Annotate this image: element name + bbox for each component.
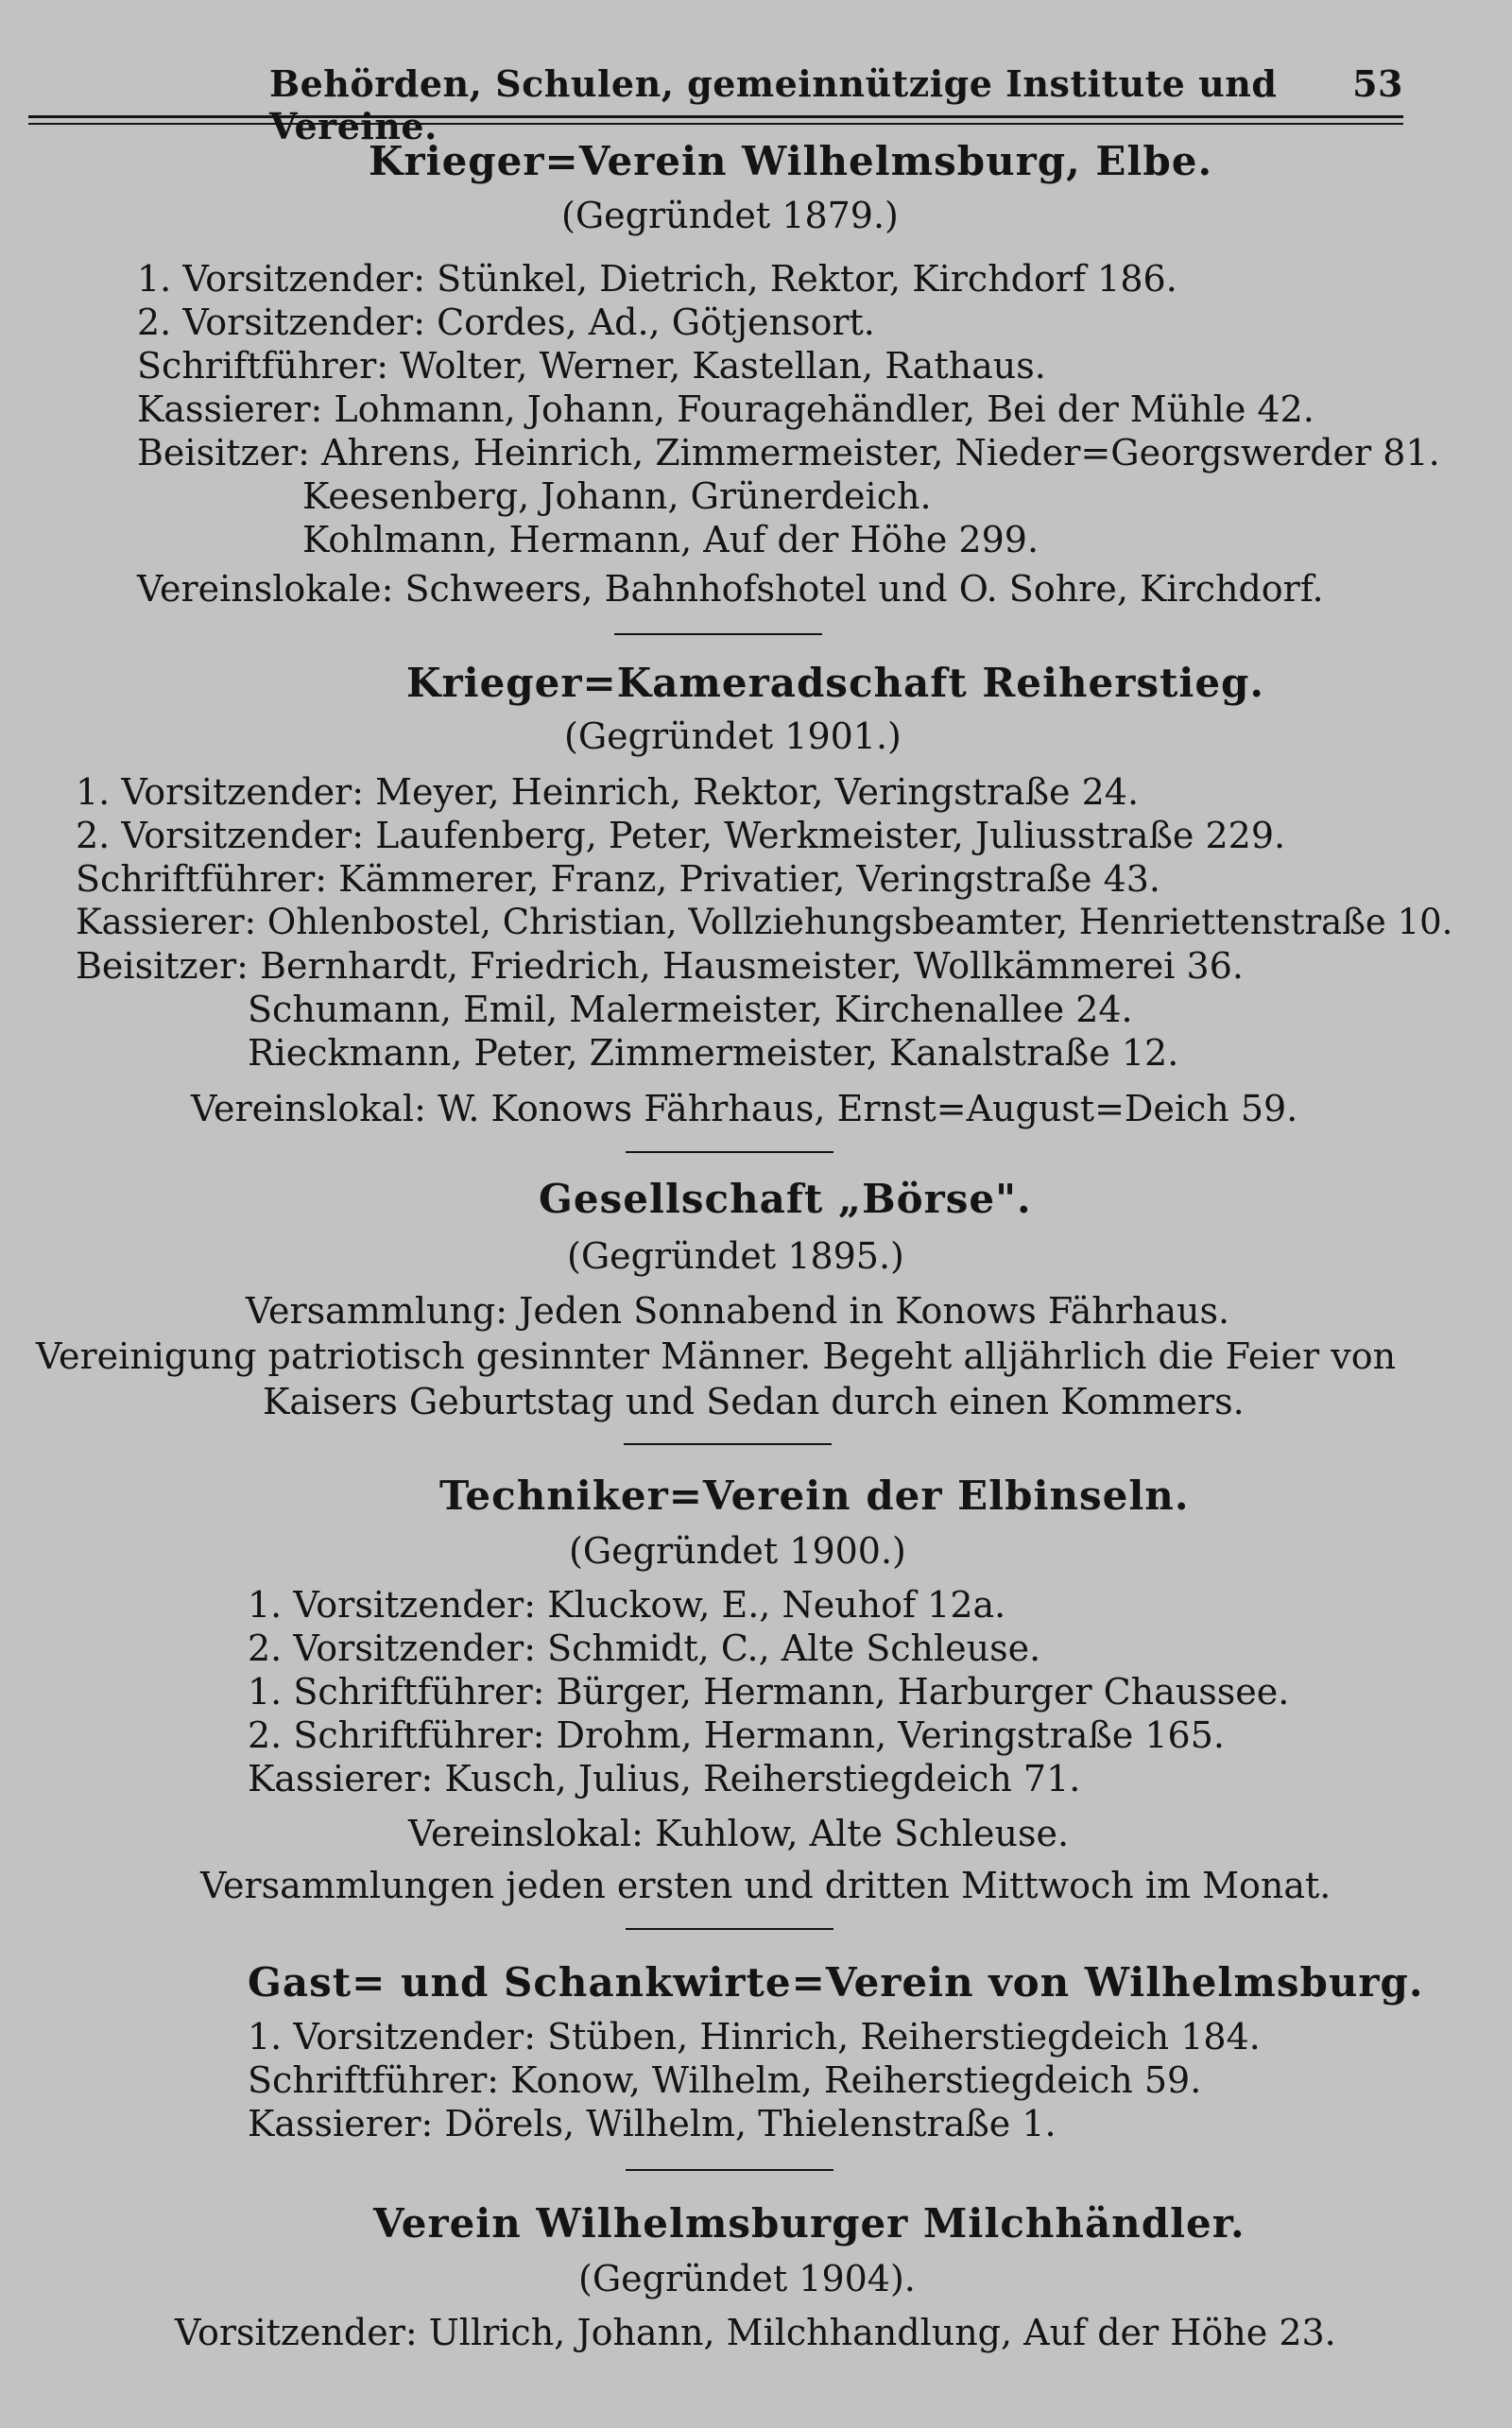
entry-line: Kassierer: Ohlenbostel, Christian, Vollziehungsbeamter, Henriettenstraße 10. <box>76 902 1453 942</box>
page-number: 53 <box>1352 62 1403 105</box>
running-header <box>28 62 1403 147</box>
entry-line: Vereinigung patriotisch gesinnter Männer. Begeht alljährlich die Feier von <box>36 1335 1397 1377</box>
entry-line: Keesenberg, Johann, Grünerdeich. <box>302 475 932 517</box>
entry-line: Kassierer: Dörels, Wilhelm, Thielenstraße 1. <box>248 2103 1057 2144</box>
section-heading: Krieger=Verein Wilhelmsburg, Elbe. <box>369 138 1213 184</box>
entry-line: Schumann, Emil, Malermeister, Kirchenallee 24. <box>248 989 1133 1030</box>
section-separator <box>626 2169 833 2171</box>
section-heading: Gast= und Schankwirte=Verein von Wilhelmsburg. <box>248 1959 1424 2006</box>
entry-line: 1. Schriftführer: Bürger, Hermann, Harburger Chaussee. <box>248 1671 1290 1713</box>
entry-line: 1. Vorsitzender: Stünkel, Dietrich, Rektor, Kirchdorf 186. <box>137 258 1177 300</box>
founded-note: (Gegründet 1901.) <box>564 715 902 757</box>
section-separator <box>626 1928 833 1930</box>
section-separator <box>614 633 822 635</box>
entry-line: 1. Vorsitzender: Stüben, Hinrich, Reiherstiegdeich 184. <box>248 2016 1261 2058</box>
entry-line: Kohlmann, Hermann, Auf der Höhe 299. <box>302 519 1040 560</box>
entry-line: 2. Vorsitzender: Cordes, Ad., Götjensort. <box>137 301 875 343</box>
header-rule <box>28 115 1403 125</box>
entry-line: Vereinslokal: W. Konows Fährhaus, Ernst=August=Deich 59. <box>191 1088 1298 1129</box>
header-title: Behörden, Schulen, gemeinnützige Institute und Vereine. <box>269 62 1278 147</box>
entry-line: Vereinslokale: Schweers, Bahnhofshotel und O. Sohre, Kirchdorf. <box>137 568 1324 610</box>
entry-line: Kassierer: Kusch, Julius, Reiherstiegdeich 71. <box>248 1758 1081 1799</box>
entry-line: Schriftführer: Kämmerer, Franz, Privatier, Veringstraße 43. <box>76 858 1160 900</box>
section-heading: Gesellschaft „Börse". <box>539 1176 1032 1222</box>
entry-line: Beisitzer: Bernhardt, Friedrich, Hausmeister, Wollkämmerei 36. <box>76 945 1244 987</box>
entry-line: Vereinslokal: Kuhlow, Alte Schleuse. <box>408 1813 1070 1854</box>
entry-line: Schriftführer: Wolter, Werner, Kastellan, Rathaus. <box>137 345 1046 387</box>
entry-line: Kaisers Geburtstag und Sedan durch einen Kommers. <box>263 1381 1245 1422</box>
founded-note: (Gegründet 1895.) <box>567 1235 904 1277</box>
entry-line: Vorsitzender: Ullrich, Johann, Milchhandlung, Auf der Höhe 23. <box>175 2312 1336 2353</box>
entry-line: Versammlung: Jeden Sonnabend in Konows Fährhaus. <box>246 1290 1230 1332</box>
entry-line: 1. Vorsitzender: Meyer, Heinrich, Rektor, Veringstraße 24. <box>76 771 1140 813</box>
founded-note: (Gegründet 1904). <box>578 2258 916 2299</box>
entry-line: 2. Vorsitzender: Schmidt, C., Alte Schleuse. <box>248 1627 1041 1669</box>
founded-note: (Gegründet 1900.) <box>569 1530 906 1572</box>
section-heading: Krieger=Kameradschaft Reiherstieg. <box>406 660 1265 706</box>
founded-note: (Gegründet 1879.) <box>561 195 899 236</box>
section-separator <box>626 1151 833 1153</box>
entry-line: Kassierer: Lohmann, Johann, Fouragehändler, Bei der Mühle 42. <box>137 388 1314 430</box>
section-separator <box>624 1443 832 1445</box>
entry-line: 1. Vorsitzender: Kluckow, E., Neuhof 12a. <box>248 1584 1006 1626</box>
section-heading: Techniker=Verein der Elbinseln. <box>439 1472 1190 1519</box>
entry-line: 2. Schriftführer: Drohm, Hermann, Veringstraße 165. <box>248 1714 1225 1756</box>
entry-line: Rieckmann, Peter, Zimmermeister, Kanalstraße 12. <box>248 1032 1179 1074</box>
entry-line: Schriftführer: Konow, Wilhelm, Reiherstiegdeich 59. <box>248 2059 1202 2101</box>
entry-line: 2. Vorsitzender: Laufenberg, Peter, Werkmeister, Juliusstraße 229. <box>76 815 1286 856</box>
section-heading: Verein Wilhelmsburger Milchhändler. <box>373 2200 1246 2247</box>
entry-line: Versammlungen jeden ersten und dritten Mittwoch im Monat. <box>200 1865 1332 1906</box>
entry-line: Beisitzer: Ahrens, Heinrich, Zimmermeister, Nieder=Georgswerder 81. <box>137 432 1440 474</box>
